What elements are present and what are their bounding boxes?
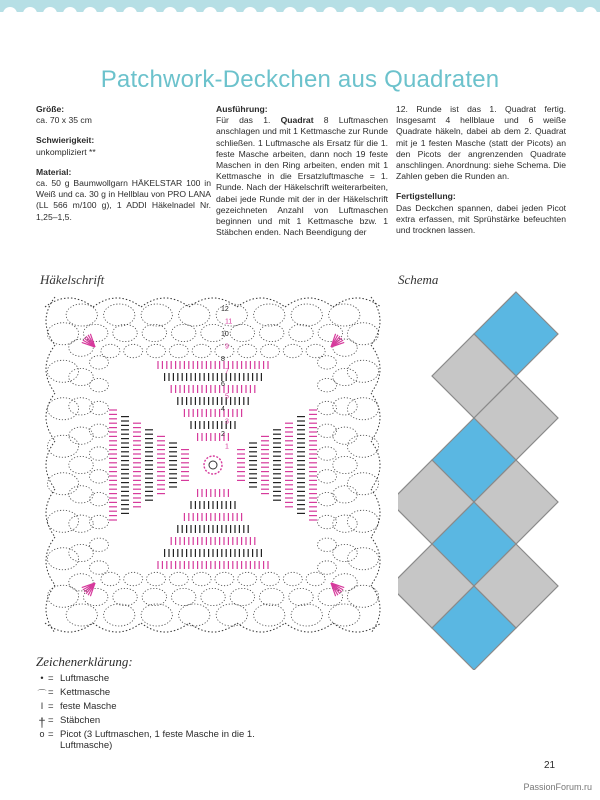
chain-loop (347, 360, 378, 382)
chain-loop (142, 324, 166, 341)
chain-loop (306, 344, 325, 357)
chain-loop (113, 588, 137, 605)
picot-arch (189, 298, 237, 307)
chain-loop (66, 604, 97, 626)
chain-loop (254, 304, 285, 326)
legend (36, 654, 296, 756)
picot-arch (46, 585, 55, 633)
chain-loop (318, 447, 337, 460)
chain-loop (291, 304, 322, 326)
chain-loop (141, 304, 172, 326)
chain-loop (179, 604, 210, 626)
picot-arch (333, 298, 381, 307)
chain-loop (169, 572, 188, 585)
picot-arch (285, 298, 333, 307)
legend-item: o = Picot (3 Luftmaschen, 1 feste Masche in die 1. Luftmasche) (36, 729, 296, 755)
chain-loop (347, 548, 378, 570)
picot-arch (371, 537, 380, 585)
legend-title: Zeichenerklärung: (36, 654, 133, 669)
chain-loop (113, 324, 137, 341)
chain-loop (124, 344, 143, 357)
page-number: 21 (544, 760, 556, 771)
chain-loop (259, 324, 283, 341)
chain-loop (171, 324, 195, 341)
chain-loop (90, 538, 109, 551)
instructions-label: Ausführung: (216, 104, 268, 114)
chain-loop (147, 572, 166, 585)
chain-loop (333, 339, 357, 356)
chain-loop (69, 368, 93, 385)
round-number-label: 10 (221, 331, 229, 338)
chain-loop (261, 572, 280, 585)
chain-loop (347, 435, 378, 457)
round-number-label: 7 (225, 368, 229, 376)
picot-arch (93, 298, 141, 307)
magic-ring (204, 456, 222, 474)
chain-loop (90, 424, 109, 437)
picot-arch (333, 623, 381, 632)
chain-loop (69, 544, 93, 561)
chain-loop (216, 604, 247, 626)
instructions-continued-text: 12. Runde ist das 1. Quadrat fertig. Insgesamt 4 hellblaue und 6 weiße Quadrate häkeln, dabei ab dem 2. Quadrat mit je 1 festen Masche (statt der Picots) an den Picots der angrenzenden Quadrate anschlingen. Anordnung: siehe Schema. Die Zahlen geben die Runden an. (396, 104, 566, 182)
chain-loop (104, 604, 135, 626)
chain-loop (90, 561, 109, 574)
watermark: PassionForum.ru (523, 782, 592, 792)
chain-loop (291, 604, 322, 626)
legend-item: • = Luftmasche (36, 673, 296, 686)
chain-loop (318, 588, 342, 605)
chain-loop (230, 588, 254, 605)
chain-loop (318, 401, 337, 414)
picot-arch (46, 393, 55, 441)
picot-arch (285, 623, 333, 632)
chain-loop (318, 324, 342, 341)
difficulty-value: unkompliziert ** (36, 146, 96, 157)
chain-loop (347, 398, 378, 420)
size-value: ca. 70 x 35 cm (36, 115, 92, 126)
chain-loop (329, 304, 360, 326)
picot-arch (45, 298, 93, 307)
chain-loop (69, 456, 93, 473)
picot-arch (93, 623, 141, 632)
chain-loop (141, 604, 172, 626)
finishing-text: Das Deckchen spannen, dabei jeden Picot extra erfassen, mit Sprühstärke befeuchten und trocknen lassen. (396, 202, 566, 236)
chain-loop (259, 588, 283, 605)
chain-loop (318, 424, 337, 437)
chain-loop (83, 588, 107, 605)
round-number-label: 9 (225, 343, 229, 351)
chain-loop (333, 456, 357, 473)
crochet-chart-heading: Häkelschrift (40, 272, 105, 287)
chain-loop (47, 585, 78, 607)
chain-loop (289, 588, 313, 605)
center-ring (209, 461, 217, 469)
chain-loop (147, 344, 166, 357)
chain-loop (318, 356, 337, 369)
picot-arch (371, 489, 380, 537)
chain-loop (101, 572, 120, 585)
chain-loop (333, 398, 357, 415)
round-number-label: 12 (221, 306, 229, 313)
chain-loop (333, 574, 357, 591)
picot-arch (46, 345, 55, 393)
round-number-label: 11 (225, 318, 233, 326)
chain-loop (261, 344, 280, 357)
chain-loop (142, 588, 166, 605)
picot-arch (371, 297, 380, 345)
chain-loop (47, 360, 78, 382)
chain-loop (283, 572, 302, 585)
chain-loop (306, 572, 325, 585)
picot-icon: o (39, 729, 45, 739)
chain-loop (318, 515, 337, 528)
chain-loop (90, 447, 109, 460)
chain-loop (230, 324, 254, 341)
chain-loop (254, 604, 285, 626)
slip-stitch-icon: ⌒ (37, 689, 47, 699)
instructions-continued-column (396, 104, 566, 236)
schema-diagram (398, 290, 568, 670)
chain-loop (83, 324, 107, 341)
material-label: Material: (36, 166, 72, 177)
chain-loop (69, 427, 93, 444)
chain-loop (333, 368, 357, 385)
chain-loop (318, 470, 337, 483)
page-title: Patchwork-Deckchen aus Quadraten (100, 66, 500, 93)
chain-loop (47, 323, 78, 345)
instructions-column (216, 104, 388, 238)
chain-loop (318, 492, 337, 505)
chain-loop (192, 572, 211, 585)
top-border-pattern (0, 0, 600, 28)
chain-loop (171, 588, 195, 605)
material-value: ca. 50 g Baumwollgarn HÄKELSTAR 100 in Weiß und ca. 30 g in Hellblau von PRO LANA (LL 566 m/100 g), 1 ADDI Häkelnadel Nr. 1,25–1,5. (36, 178, 211, 222)
chain-loop (215, 572, 234, 585)
legend-item: ⌒ = Kettmasche (37, 687, 111, 699)
chain-loop (66, 304, 97, 326)
finishing-label: Fertigstellung: (396, 191, 456, 202)
double-crochet-icon: † (38, 715, 46, 730)
chain-loop (347, 323, 378, 345)
chain-loop (47, 398, 78, 420)
size-label: Größe: (36, 104, 65, 114)
picot-arch (46, 297, 55, 345)
picot-arch (189, 623, 237, 632)
difficulty-label: Schwierigkeit: (36, 135, 95, 146)
chain-loop (347, 510, 378, 532)
chain-loop (47, 548, 78, 570)
chain-stitch-icon: • (40, 673, 44, 683)
round-number-label: 4 (221, 406, 225, 413)
chain-loop (318, 561, 337, 574)
chain-loop (201, 588, 225, 605)
round-number-label: 5 (225, 393, 229, 401)
chain-loop (333, 486, 357, 503)
chain-loop (90, 492, 109, 505)
chain-loop (69, 574, 93, 591)
round-number-label: 8 (221, 356, 225, 363)
chain-loop (90, 470, 109, 483)
chain-loop (90, 378, 109, 391)
round-number-label: 3 (225, 418, 229, 426)
round-number-label: 2 (221, 431, 225, 438)
picot-arch (45, 623, 93, 632)
chain-loop (69, 515, 93, 532)
chain-loop (69, 339, 93, 356)
crochet-chart (38, 290, 388, 640)
chain-loop (289, 324, 313, 341)
chain-loop (238, 344, 257, 357)
chain-loop (283, 344, 302, 357)
picot-arch (371, 585, 380, 633)
legend-item: † = Stäbchen (36, 715, 296, 728)
chain-loop (90, 356, 109, 369)
schema-heading: Schema (398, 272, 439, 287)
chain-loop (192, 344, 211, 357)
chain-loop (179, 304, 210, 326)
chain-loop (333, 427, 357, 444)
legend-item: I = feste Masche (36, 701, 296, 714)
round-number-label: 1 (225, 443, 229, 451)
round-number-label: 6 (221, 381, 225, 388)
chain-loop (318, 378, 337, 391)
info-column (36, 104, 211, 223)
chain-loop (238, 572, 257, 585)
instructions-text: Für das 1. Quadrat 8 Luftmaschen anschlagen und mit 1 Kettmasche zur Runde schließen. 1 Luftmasche als Ersatz für die 1. feste Masche arbeiten, dann noch 19 feste Maschen in den Ring arbeiten, enden mit 1 Kettmasche in die Ersatzluftmasche = 1. Runde. Nach der Häkelschrift weiterarbeiten, dabei jede Runde mit der in der Häkelschrift gezeichneten Anzahl von Luftmaschen beginnen und mit 1 Kettmasche bzw. 1 Stäbchen enden. Nach Beendigung der (216, 115, 389, 238)
chain-loop (47, 510, 78, 532)
chain-loop (90, 401, 109, 414)
chain-loop (101, 344, 120, 357)
chain-loop (124, 572, 143, 585)
single-crochet-icon: I (40, 701, 44, 711)
chain-loop (47, 435, 78, 457)
chain-loop (333, 544, 357, 561)
chain-loop (104, 304, 135, 326)
chain-loop (169, 344, 188, 357)
